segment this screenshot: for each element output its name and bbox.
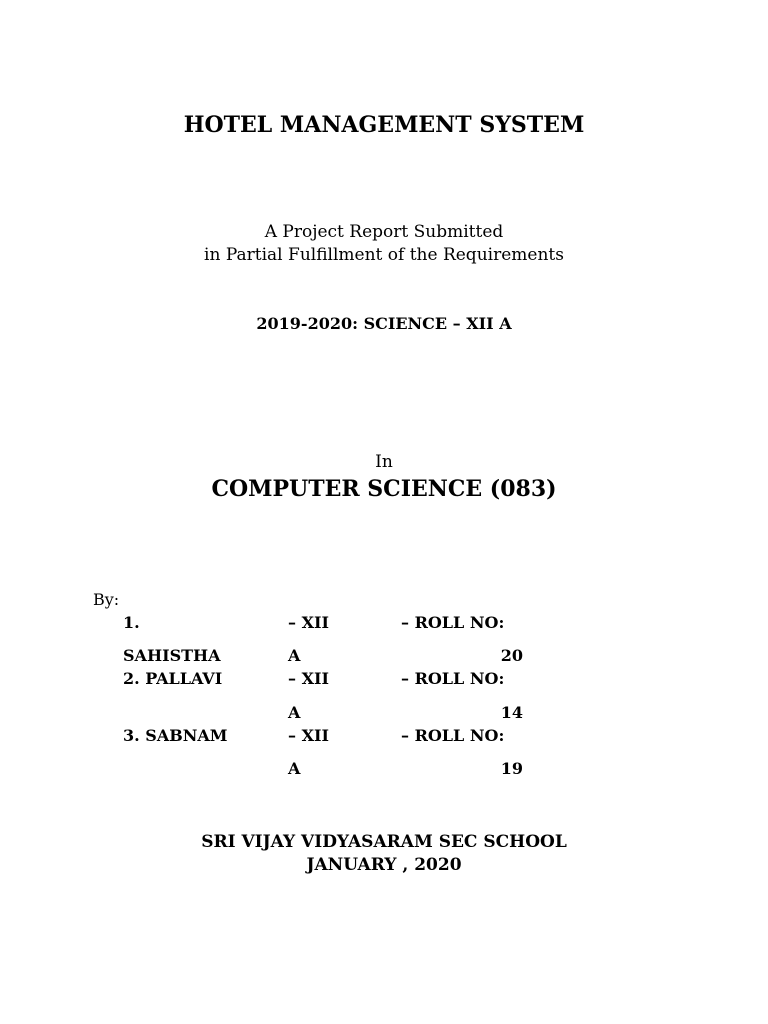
session-line: 2019-2020: SCIENCE – XII A	[256, 314, 512, 333]
student-name-line1: 1.	[123, 613, 140, 632]
in-label: In	[375, 452, 393, 472]
student-roll-number: 14	[500, 703, 523, 722]
student-roll-label: – ROLL NO:	[401, 669, 505, 688]
subject-title: COMPUTER SCIENCE (083)	[211, 476, 557, 502]
student-roll-number: 19	[500, 759, 523, 778]
subtitle-line-2: in Partial Fulfillment of the Requirements	[204, 245, 564, 265]
student-name-line1: 3. SABNAM	[123, 726, 228, 745]
page-title: HOTEL MANAGEMENT SYSTEM	[183, 112, 585, 138]
subtitle-line-1: A Project Report Submitted	[264, 222, 504, 242]
student-roll-label: – ROLL NO:	[401, 613, 505, 632]
student-class-line2: A	[288, 759, 301, 778]
student-class-line1: – XII	[288, 669, 329, 688]
student-class-line2: A	[288, 703, 301, 722]
by-label: By:	[93, 590, 120, 609]
student-roll-label: – ROLL NO:	[401, 726, 505, 745]
student-roll-number: 20	[500, 646, 523, 665]
student-name-line1: 2. PALLAVI	[123, 669, 223, 688]
submission-date: JANUARY , 2020	[306, 855, 462, 875]
student-name-line2: SAHISTHA	[123, 646, 221, 665]
student-class-line1: – XII	[288, 726, 329, 745]
school-name: SRI VIJAY VIDYASARAM SEC SCHOOL	[201, 832, 567, 852]
student-class-line1: – XII	[288, 613, 329, 632]
student-class-line2: A	[288, 646, 301, 665]
